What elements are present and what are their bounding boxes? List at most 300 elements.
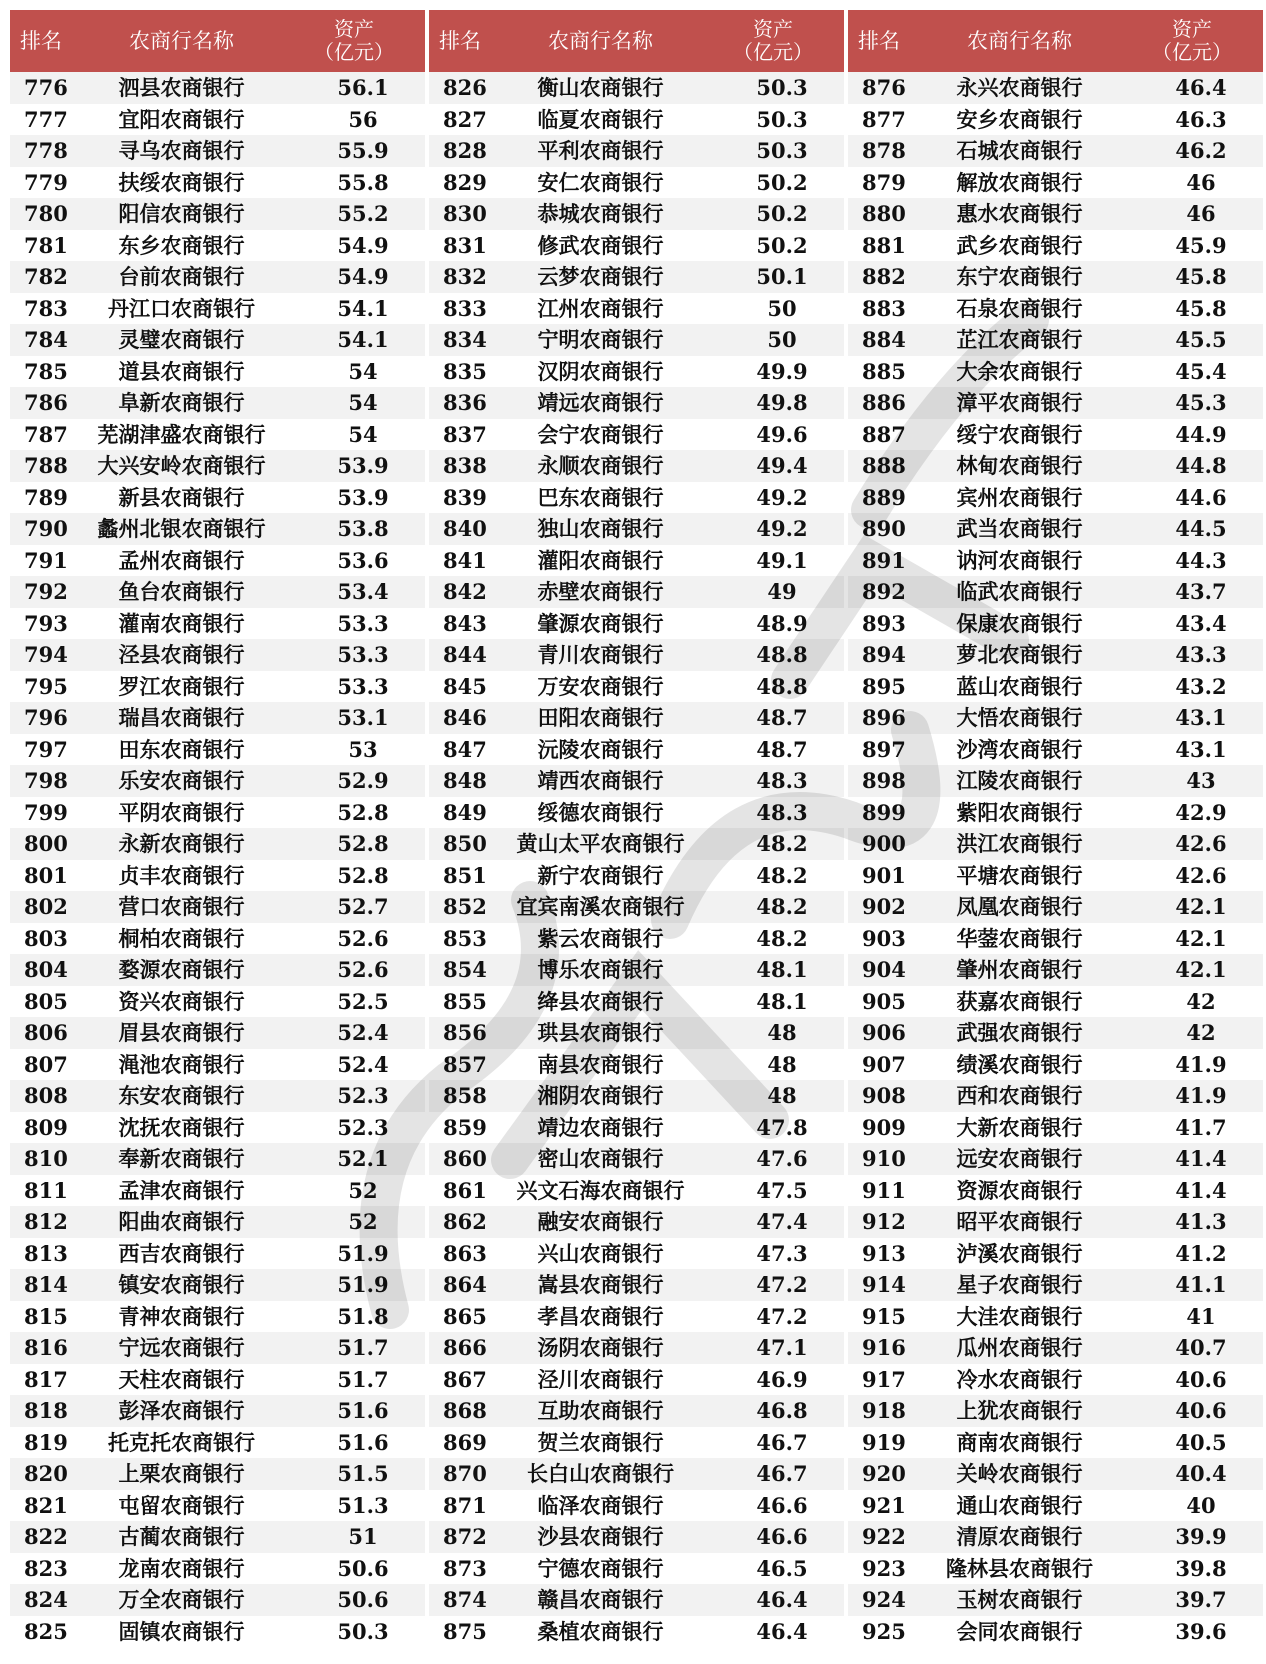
rank-cell-right: 892 [848, 576, 918, 608]
bank-name-cell-left: 孟津农商银行 [118, 1177, 245, 1203]
rank-cell-right: 878 [848, 135, 918, 167]
bank-name-cell-middle: 绥德农商银行 [537, 799, 664, 825]
rank-cell-left: 786 [10, 387, 80, 419]
asset-value-cell-left: 51 [283, 1521, 425, 1553]
asset-value-cell-right: 46.2 [1121, 135, 1263, 167]
bank-name-cell-middle: 靖西农商银行 [499, 765, 702, 797]
asset-value-cell-middle: 49.2 [756, 484, 808, 510]
asset-value-cell-middle: 48.7 [756, 736, 808, 762]
bank-name-cell-middle: 密山农商银行 [499, 1143, 702, 1175]
rank-cell-middle: 842 [429, 576, 499, 608]
bank-name-cell-left: 古蔺农商银行 [80, 1521, 283, 1553]
bank-name-cell-right: 冷水农商银行 [956, 1366, 1083, 1392]
asset-value-cell-middle: 50.3 [756, 106, 808, 132]
header-asset [1121, 10, 1263, 72]
bank-name-cell-left: 平阴农商银行 [118, 799, 245, 825]
table-row [10, 513, 1263, 545]
rank-cell-middle: 860 [429, 1143, 499, 1175]
asset-value-cell-left: 52.1 [283, 1143, 425, 1175]
ranking-page [10, 10, 1256, 1656]
bank-name-cell-middle: 珙县农商银行 [499, 1017, 702, 1049]
asset-value-cell-right: 43.7 [1121, 576, 1263, 608]
asset-value-cell-middle: 50.2 [702, 198, 844, 230]
rank-cell-right: 885 [862, 358, 906, 384]
rank-cell-right: 879 [862, 169, 906, 195]
rank-cell-middle: 851 [443, 862, 487, 888]
rank-cell-right: 918 [848, 1395, 918, 1427]
bank-name-cell-left: 灵璧农商银行 [80, 324, 283, 356]
bank-name-cell-middle: 肇源农商银行 [537, 610, 664, 636]
rank-cell-left: 788 [10, 450, 80, 482]
bank-name-cell-middle: 沙县农商银行 [499, 1521, 702, 1553]
asset-value-cell-right: 44.6 [1175, 484, 1227, 510]
bank-name-cell-middle: 赤壁农商银行 [499, 576, 702, 608]
rank-cell-right: 896 [848, 702, 918, 734]
bank-name-cell-left: 龙南农商银行 [118, 1555, 245, 1581]
table-row [10, 954, 1263, 986]
bank-name-cell-middle: 独山农商银行 [499, 513, 702, 545]
asset-value-cell-left: 55.8 [337, 169, 389, 195]
asset-value-cell-right: 43.2 [1175, 673, 1227, 699]
rank-cell-left: 811 [24, 1177, 68, 1203]
bank-name-cell-left: 桐柏农商银行 [118, 925, 245, 951]
bank-name-cell-middle: 兴山农商银行 [537, 1240, 664, 1266]
table-row [10, 167, 1263, 199]
rank-cell-left: 790 [10, 513, 80, 545]
table-row [10, 1584, 1263, 1616]
asset-value-cell-right: 42.9 [1175, 799, 1227, 825]
asset-value-cell-left: 54 [348, 358, 378, 384]
bank-name-cell-right: 大余农商银行 [956, 358, 1083, 384]
asset-value-cell-right: 41.3 [1121, 1206, 1263, 1238]
bank-name-cell-right: 东宁农商银行 [918, 261, 1121, 293]
rank-cell-right: 907 [862, 1051, 906, 1077]
bank-name-cell-middle: 桑植农商银行 [537, 1618, 664, 1644]
asset-value-cell-middle: 47.2 [702, 1269, 844, 1301]
asset-value-cell-right: 45.3 [1121, 387, 1263, 419]
asset-value-cell-right: 41.4 [1175, 1177, 1227, 1203]
table-row [10, 72, 1263, 104]
rank-cell-left: 804 [10, 954, 80, 986]
bank-name-cell-right: 武乡农商银行 [956, 232, 1083, 258]
bank-name-cell-right: 保康农商银行 [956, 610, 1083, 636]
table-row [10, 1553, 1263, 1585]
asset-value-cell-right: 42.6 [1121, 828, 1263, 860]
bank-name-cell-left: 宁远农商银行 [80, 1332, 283, 1364]
rank-cell-right: 876 [848, 72, 918, 104]
rank-cell-middle: 864 [429, 1269, 499, 1301]
asset-value-cell-right: 40.6 [1121, 1395, 1263, 1427]
asset-value-cell-middle: 46.7 [702, 1458, 844, 1490]
asset-value-cell-middle: 49.4 [702, 450, 844, 482]
rank-cell-right: 911 [862, 1177, 906, 1203]
rank-cell-right: 889 [862, 484, 906, 510]
asset-value-cell-left: 54.1 [283, 324, 425, 356]
rank-cell-right: 887 [862, 421, 906, 447]
bank-ranking-table [10, 10, 1263, 1647]
asset-value-cell-middle: 48.1 [756, 988, 808, 1014]
rank-cell-left: 793 [24, 610, 68, 636]
rank-cell-left: 802 [10, 891, 80, 923]
rank-cell-right: 924 [848, 1584, 918, 1616]
rank-cell-middle: 865 [443, 1303, 487, 1329]
asset-value-cell-right: 44.5 [1121, 513, 1263, 545]
asset-value-cell-left: 51.6 [283, 1395, 425, 1427]
asset-value-cell-left: 54.9 [337, 232, 389, 258]
bank-name-cell-middle: 修武农商银行 [537, 232, 664, 258]
rank-cell-left: 814 [10, 1269, 80, 1301]
asset-value-cell-middle: 46.6 [756, 1492, 808, 1518]
rank-cell-middle: 849 [443, 799, 487, 825]
table-row [10, 356, 1263, 388]
bank-name-cell-right: 石泉农商银行 [956, 295, 1083, 321]
rank-cell-left: 824 [10, 1584, 80, 1616]
bank-name-cell-left: 台前农商银行 [80, 261, 283, 293]
table-row [10, 230, 1263, 262]
table-row [10, 1490, 1263, 1522]
rank-cell-right: 923 [862, 1555, 906, 1581]
rank-cell-middle: 867 [443, 1366, 487, 1392]
table-row [10, 324, 1263, 356]
asset-value-cell-middle: 46.4 [756, 1618, 808, 1644]
bank-name-cell-left: 贞丰农商银行 [118, 862, 245, 888]
rank-cell-left: 818 [10, 1395, 80, 1427]
rank-cell-right: 905 [862, 988, 906, 1014]
rank-cell-right: 925 [862, 1618, 906, 1644]
asset-value-cell-right: 46.3 [1175, 106, 1227, 132]
bank-name-cell-left: 灌南农商银行 [118, 610, 245, 636]
rank-cell-right: 919 [862, 1429, 906, 1455]
rank-cell-middle: 863 [443, 1240, 487, 1266]
asset-value-cell-middle: 48.2 [756, 862, 808, 888]
bank-name-cell-right: 华蓥农商银行 [956, 925, 1083, 951]
asset-value-cell-middle: 47.5 [756, 1177, 808, 1203]
rank-cell-left: 809 [24, 1114, 68, 1140]
bank-name-cell-middle: 汤阴农商银行 [499, 1332, 702, 1364]
bank-name-cell-middle: 宁明农商银行 [499, 324, 702, 356]
asset-value-cell-left: 50.6 [337, 1555, 389, 1581]
rank-cell-middle: 827 [443, 106, 487, 132]
asset-value-cell-left: 50.3 [337, 1618, 389, 1644]
header-name: 农商行名称 [499, 10, 702, 72]
rank-cell-left: 784 [10, 324, 80, 356]
asset-value-cell-left: 52 [283, 1206, 425, 1238]
rank-cell-middle: 862 [429, 1206, 499, 1238]
rank-cell-middle: 848 [429, 765, 499, 797]
bank-name-cell-right: 安乡农商银行 [956, 106, 1083, 132]
rank-cell-middle: 843 [443, 610, 487, 636]
asset-value-cell-right: 43.4 [1175, 610, 1227, 636]
table-row [10, 860, 1263, 892]
asset-value-cell-right: 40.7 [1121, 1332, 1263, 1364]
rank-cell-middle: 853 [443, 925, 487, 951]
asset-value-cell-middle: 46.4 [702, 1584, 844, 1616]
rank-cell-left: 816 [10, 1332, 80, 1364]
rank-cell-middle: 873 [443, 1555, 487, 1581]
rank-cell-right: 898 [848, 765, 918, 797]
bank-name-cell-right: 萝北农商银行 [918, 639, 1121, 671]
bank-name-cell-right: 武当农商银行 [918, 513, 1121, 545]
rank-cell-middle: 836 [429, 387, 499, 419]
table-row [10, 1616, 1263, 1648]
rank-cell-left: 819 [24, 1429, 68, 1455]
rank-cell-middle: 855 [443, 988, 487, 1014]
bank-name-cell-left: 泾县农商银行 [80, 639, 283, 671]
bank-name-cell-right: 永兴农商银行 [918, 72, 1121, 104]
asset-value-cell-middle: 47.8 [756, 1114, 808, 1140]
table-row [10, 1458, 1263, 1490]
header-name: 农商行名称 [80, 10, 283, 72]
bank-name-cell-middle: 兴文石海农商银行 [516, 1177, 685, 1203]
asset-value-cell-left: 53.1 [283, 702, 425, 734]
asset-value-cell-left: 55.9 [283, 135, 425, 167]
table-row [10, 1238, 1263, 1270]
bank-name-cell-right: 获嘉农商银行 [956, 988, 1083, 1014]
asset-value-cell-right: 45.4 [1175, 358, 1227, 384]
asset-value-cell-middle: 48 [702, 1080, 844, 1112]
bank-name-cell-middle: 汉阴农商银行 [537, 358, 664, 384]
asset-value-cell-middle: 48 [767, 1051, 797, 1077]
bank-name-cell-left: 资兴农商银行 [118, 988, 245, 1014]
bank-name-cell-middle: 云梦农商银行 [499, 261, 702, 293]
bank-name-cell-left: 万全农商银行 [80, 1584, 283, 1616]
rank-cell-middle: 834 [429, 324, 499, 356]
header-asset-line1: 资产 [753, 17, 793, 41]
bank-name-cell-left: 乐安农商银行 [80, 765, 283, 797]
asset-value-cell-middle: 48.2 [702, 891, 844, 923]
asset-value-cell-middle: 50.3 [702, 72, 844, 104]
bank-name-cell-right: 隆林县农商银行 [946, 1555, 1093, 1581]
table-row [10, 1143, 1263, 1175]
rank-cell-left: 801 [24, 862, 68, 888]
table-row [10, 671, 1263, 703]
rank-cell-middle: 870 [429, 1458, 499, 1490]
rank-cell-left: 782 [10, 261, 80, 293]
header-rank: 排名 [848, 10, 918, 72]
bank-name-cell-middle: 江州农商银行 [537, 295, 664, 321]
rank-cell-left: 797 [24, 736, 68, 762]
asset-value-cell-middle: 47.3 [756, 1240, 808, 1266]
bank-name-cell-middle: 田阳农商银行 [499, 702, 702, 734]
bank-name-cell-middle: 巴东农商银行 [537, 484, 664, 510]
rank-cell-middle: 831 [443, 232, 487, 258]
rank-cell-left: 787 [24, 421, 68, 447]
bank-name-cell-left: 东安农商银行 [80, 1080, 283, 1112]
header-asset-line1: 资产 [334, 17, 374, 41]
rank-cell-right: 920 [848, 1458, 918, 1490]
bank-name-cell-middle: 绛县农商银行 [537, 988, 664, 1014]
rank-cell-right: 908 [848, 1080, 918, 1112]
rank-cell-right: 915 [862, 1303, 906, 1329]
bank-name-cell-left: 沈抚农商银行 [118, 1114, 245, 1140]
table-row [10, 891, 1263, 923]
bank-name-cell-middle: 万安农商银行 [537, 673, 664, 699]
asset-value-cell-left: 52.3 [337, 1114, 389, 1140]
asset-value-cell-left: 54.1 [337, 295, 389, 321]
rank-cell-middle: 859 [443, 1114, 487, 1140]
bank-name-cell-middle: 赣昌农商银行 [499, 1584, 702, 1616]
rank-cell-middle: 868 [429, 1395, 499, 1427]
asset-value-cell-left: 50.6 [283, 1584, 425, 1616]
asset-value-cell-middle: 48 [702, 1017, 844, 1049]
bank-name-cell-right: 绥宁农商银行 [956, 421, 1083, 447]
asset-value-cell-left: 51.9 [283, 1269, 425, 1301]
rank-cell-right: 901 [862, 862, 906, 888]
rank-cell-right: 902 [848, 891, 918, 923]
table-row [10, 828, 1263, 860]
table-row [10, 1332, 1263, 1364]
asset-value-cell-right: 42.6 [1175, 862, 1227, 888]
bank-name-cell-right: 资源农商银行 [956, 1177, 1083, 1203]
asset-value-cell-middle: 47.6 [702, 1143, 844, 1175]
table-row [10, 135, 1263, 167]
rank-cell-middle: 844 [429, 639, 499, 671]
bank-name-cell-right: 泸溪农商银行 [956, 1240, 1083, 1266]
asset-value-cell-left: 53.3 [337, 673, 389, 699]
asset-value-cell-left: 56 [348, 106, 378, 132]
rank-cell-left: 820 [10, 1458, 80, 1490]
bank-name-cell-middle: 融安农商银行 [499, 1206, 702, 1238]
asset-value-cell-right: 41.2 [1175, 1240, 1227, 1266]
rank-cell-right: 886 [848, 387, 918, 419]
rank-cell-middle: 872 [429, 1521, 499, 1553]
table-row [10, 1521, 1263, 1553]
asset-value-cell-right: 43.3 [1121, 639, 1263, 671]
rank-cell-left: 783 [24, 295, 68, 321]
header-asset [702, 10, 844, 72]
rank-cell-middle: 830 [429, 198, 499, 230]
asset-value-cell-left: 51.6 [337, 1429, 389, 1455]
rank-cell-right: 914 [848, 1269, 918, 1301]
rank-cell-right: 883 [862, 295, 906, 321]
rank-cell-middle: 875 [443, 1618, 487, 1644]
bank-name-cell-left: 罗江农商银行 [118, 673, 245, 699]
bank-name-cell-right: 石城农商银行 [918, 135, 1121, 167]
asset-value-cell-left: 53.3 [337, 610, 389, 636]
asset-value-cell-right: 41.1 [1121, 1269, 1263, 1301]
bank-name-cell-left: 阜新农商银行 [80, 387, 283, 419]
asset-value-cell-middle: 47.4 [702, 1206, 844, 1238]
table-row [10, 1427, 1263, 1459]
rank-cell-right: 880 [848, 198, 918, 230]
asset-value-cell-right: 43.1 [1175, 736, 1227, 762]
rank-cell-right: 893 [862, 610, 906, 636]
asset-value-cell-right: 45.8 [1175, 295, 1227, 321]
asset-value-cell-middle: 50.2 [756, 169, 808, 195]
bank-name-cell-middle: 沅陵农商银行 [537, 736, 664, 762]
header-name: 农商行名称 [918, 10, 1121, 72]
bank-name-cell-left: 道县农商银行 [118, 358, 245, 384]
rank-cell-left: 807 [24, 1051, 68, 1077]
asset-value-cell-left: 51.9 [337, 1240, 389, 1266]
rank-cell-right: 913 [862, 1240, 906, 1266]
rank-cell-middle: 835 [443, 358, 487, 384]
rank-cell-right: 894 [848, 639, 918, 671]
asset-value-cell-left: 52.3 [283, 1080, 425, 1112]
rank-cell-middle: 869 [443, 1429, 487, 1455]
bank-name-cell-right: 紫阳农商银行 [956, 799, 1083, 825]
bank-name-cell-middle: 恭城农商银行 [499, 198, 702, 230]
bank-name-cell-right: 江陵农商银行 [918, 765, 1121, 797]
bank-name-cell-left: 寻乌农商银行 [80, 135, 283, 167]
rank-cell-right: 916 [848, 1332, 918, 1364]
rank-cell-middle: 846 [429, 702, 499, 734]
asset-value-cell-left: 53.6 [337, 547, 389, 573]
asset-value-cell-right: 41.7 [1175, 1114, 1227, 1140]
table-row [10, 1175, 1263, 1207]
asset-value-cell-middle: 49 [702, 576, 844, 608]
header-rank: 排名 [10, 10, 80, 72]
rank-cell-left: 825 [24, 1618, 68, 1644]
bank-name-cell-right: 凤凰农商银行 [918, 891, 1121, 923]
rank-cell-left: 822 [10, 1521, 80, 1553]
rank-cell-right: 912 [848, 1206, 918, 1238]
table-row [10, 1017, 1263, 1049]
bank-name-cell-middle: 孝昌农商银行 [537, 1303, 664, 1329]
table-row [10, 1301, 1263, 1333]
asset-value-cell-left: 55.2 [283, 198, 425, 230]
asset-value-cell-right: 42 [1121, 1017, 1263, 1049]
table-row [10, 1080, 1263, 1112]
rank-cell-right: 890 [848, 513, 918, 545]
asset-value-cell-left: 54.9 [283, 261, 425, 293]
rank-cell-right: 881 [862, 232, 906, 258]
bank-name-cell-left: 镇安农商银行 [80, 1269, 283, 1301]
bank-name-cell-left: 田东农商银行 [118, 736, 245, 762]
rank-cell-left: 779 [24, 169, 68, 195]
asset-value-cell-right: 42.1 [1121, 891, 1263, 923]
rank-cell-left: 800 [10, 828, 80, 860]
bank-name-cell-left: 芜湖津盛农商银行 [97, 421, 266, 447]
asset-value-cell-right: 46.4 [1121, 72, 1263, 104]
rank-cell-left: 781 [24, 232, 68, 258]
rank-cell-left: 785 [24, 358, 68, 384]
table-row [10, 293, 1263, 325]
bank-name-cell-middle: 灌阳农商银行 [537, 547, 664, 573]
bank-name-cell-left: 宜阳农商银行 [118, 106, 245, 132]
asset-value-cell-right: 42.1 [1175, 925, 1227, 951]
asset-value-cell-left: 52.6 [337, 925, 389, 951]
rank-cell-middle: 847 [443, 736, 487, 762]
rank-cell-right: 884 [848, 324, 918, 356]
asset-value-cell-middle: 48.9 [756, 610, 808, 636]
rank-cell-left: 792 [10, 576, 80, 608]
rank-cell-middle: 826 [429, 72, 499, 104]
asset-value-cell-left: 52.4 [283, 1017, 425, 1049]
table-row [10, 1049, 1263, 1081]
bank-name-cell-left: 东乡农商银行 [118, 232, 245, 258]
table-row [10, 261, 1263, 293]
rank-cell-right: 891 [862, 547, 906, 573]
asset-value-cell-left: 53.8 [283, 513, 425, 545]
bank-name-cell-right: 惠水农商银行 [918, 198, 1121, 230]
asset-value-cell-right: 44.8 [1121, 450, 1263, 482]
bank-name-cell-left: 西吉农商银行 [118, 1240, 245, 1266]
table-row [10, 608, 1263, 640]
rank-cell-right: 882 [848, 261, 918, 293]
rank-cell-middle: 852 [429, 891, 499, 923]
bank-name-cell-left: 永新农商银行 [80, 828, 283, 860]
asset-value-cell-right: 41.9 [1175, 1051, 1227, 1077]
bank-name-cell-right: 大悟农商银行 [918, 702, 1121, 734]
header-asset-line2: （亿元） [733, 40, 813, 64]
table-row [10, 545, 1263, 577]
asset-value-cell-middle: 50 [702, 324, 844, 356]
asset-value-cell-middle: 48.2 [702, 828, 844, 860]
table-row [10, 1206, 1263, 1238]
bank-name-cell-middle: 宜宾南溪农商银行 [499, 891, 702, 923]
table-row [10, 702, 1263, 734]
